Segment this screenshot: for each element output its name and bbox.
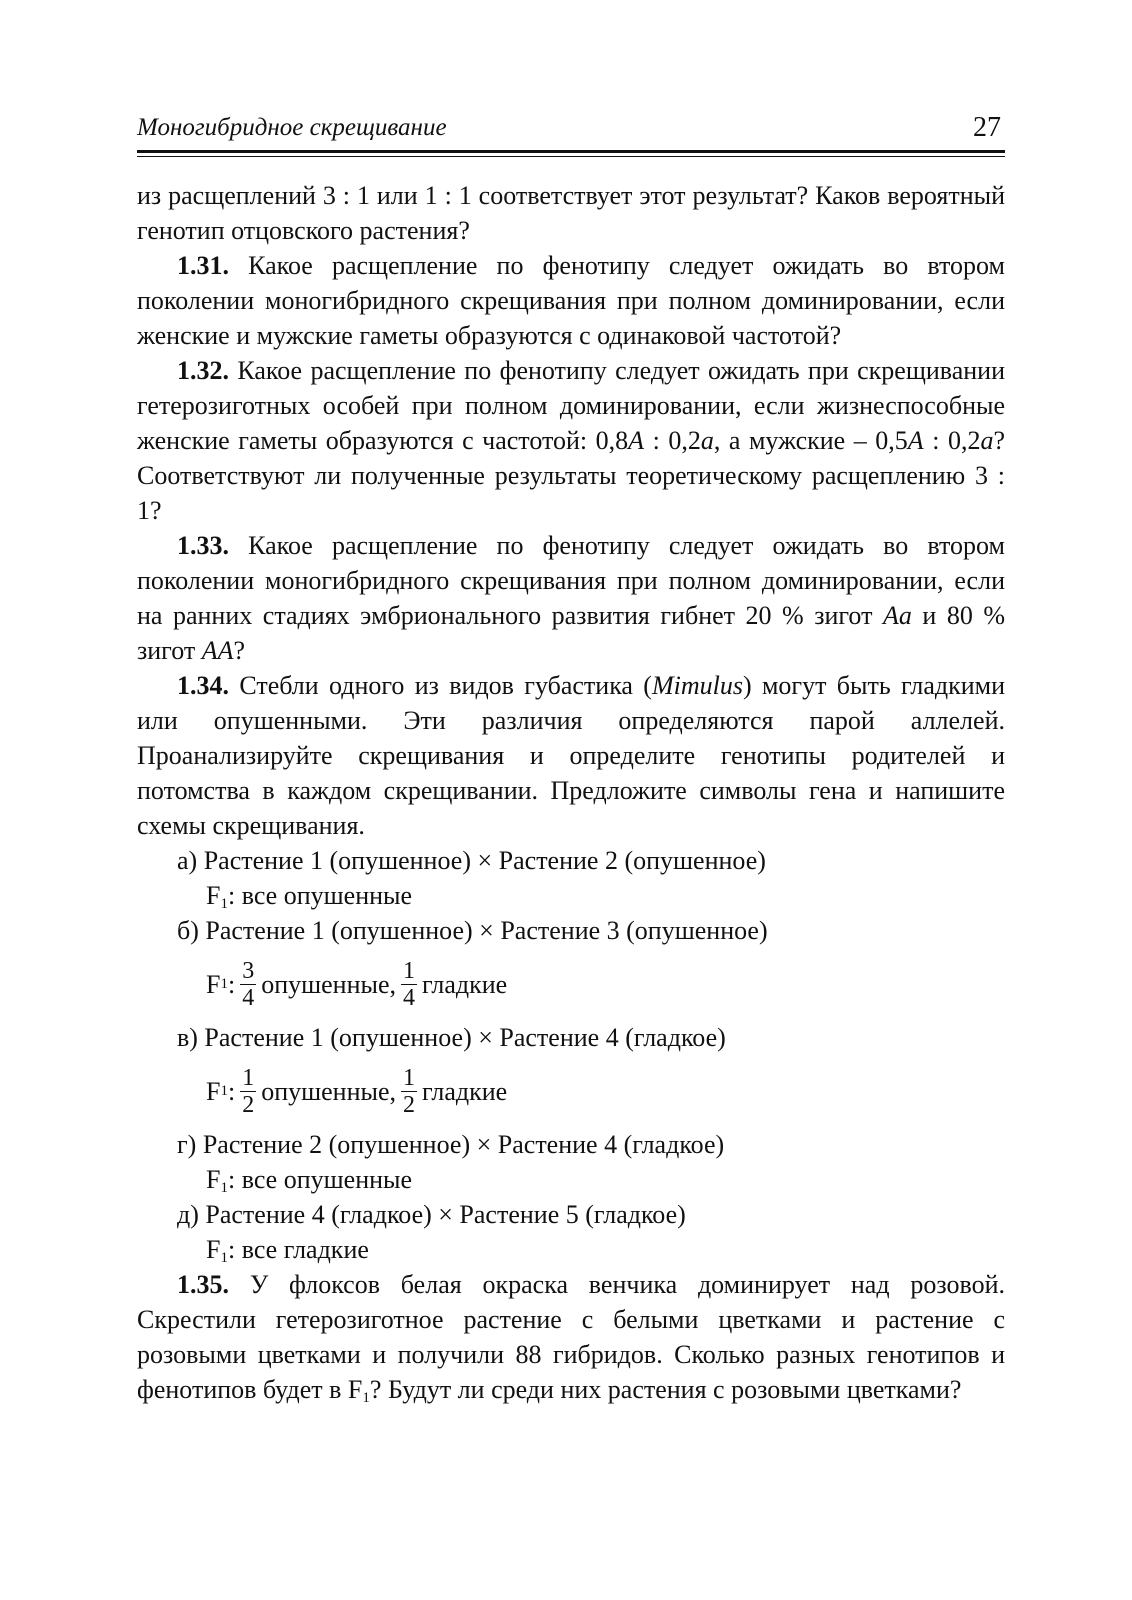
- generation-subscript: 1: [362, 1390, 370, 1406]
- fraction-numerator: 1: [403, 1064, 416, 1091]
- fraction-numerator: 1: [403, 957, 416, 984]
- generation-symbol: F: [206, 1235, 221, 1264]
- result-text: гладкие: [422, 969, 508, 999]
- page-number: 27: [973, 112, 1001, 143]
- ratio-separator: : 0,2: [923, 426, 981, 455]
- result-v: F 1 : $\frac{1}{2}$ опушенные, $\frac{1}{2}$ гладкие: [206, 1064, 508, 1118]
- result-b: F 1 : $\frac{3}{4}$ опушенные, $\frac{1}{4}$ гладкие: [206, 957, 508, 1011]
- fraction-denominator: 2: [403, 1091, 416, 1118]
- generation-symbol: F: [206, 1076, 221, 1106]
- problem-text: Какое расщепление по фенотипу следует ожидать при скрещивании гетерозиготных особей при полном доминировании, если жизнеспособные женские гаметы образуются с частотой: 0,8: [137, 356, 1006, 455]
- paragraph-continuation: из расщеплений 3 : 1 или 1 : 1 соответствует этот результат? Каков вероятный генотип отцовского растения?: [137, 181, 1005, 245]
- problem-text: Стебли одного из видов губастика (: [239, 671, 652, 700]
- problem-text: Какое расщепление по фенотипу следует ожидать во втором поколении моногибридного скрещивания при полном доминировании, если на ранних стадиях эмбрионального развития гибнет 20 % зигот: [137, 531, 1006, 630]
- problem-text: , а мужские – 0,5: [713, 426, 908, 455]
- generation-symbol: F: [206, 969, 221, 999]
- problem-text: ) могут быть гладкими или опушенными. Эти различия определяются парой аллелей. Проанализируйте скрещивания и определите генотипы родителей и потомства в каждом скрещивании. Предложите символы гена и напишите схемы скрещивания.: [137, 671, 1005, 840]
- result-text: все гладкие: [241, 1235, 369, 1264]
- genotype-symbol: Aa: [882, 601, 912, 630]
- problem-1-32: [137, 353, 1005, 528]
- latin-name: Mimulus: [651, 671, 743, 700]
- ratio-separator: : 0,2: [644, 426, 701, 455]
- fraction: [401, 1065, 417, 1118]
- allele-symbol: a: [980, 426, 994, 455]
- header-rule-thin: [137, 156, 1005, 157]
- fraction: [240, 1065, 256, 1118]
- fraction-denominator: 4: [242, 984, 255, 1011]
- problem-1-34: [137, 668, 1005, 843]
- generation-subscript: 1: [220, 1250, 228, 1266]
- fraction-denominator: 4: [403, 984, 416, 1011]
- fraction-numerator: 1: [242, 1064, 255, 1091]
- generation-subscript: 1: [220, 896, 228, 912]
- genotype-symbol: AA: [201, 636, 234, 665]
- page-header: [137, 112, 1005, 150]
- result-text: все опушенные: [241, 881, 413, 910]
- problem-1-31: [137, 248, 1005, 353]
- fraction: [401, 958, 417, 1011]
- allele-symbol: A: [907, 426, 924, 455]
- problem-text: ? Соответствуют ли полученные результаты теоретическому расщеплению 3 : 1?: [137, 426, 1005, 525]
- problem-text: ? Будут ли среди них растения с розовыми цветками?: [369, 1375, 962, 1404]
- problem-1-33: [137, 528, 1005, 668]
- allele-symbol: a: [700, 426, 714, 455]
- cross-v: в) Растение 1 (опушенное) × Растение 4 (гладкое): [177, 1023, 726, 1052]
- problem-1-35: [137, 1267, 1005, 1407]
- result-text: все опушенные: [241, 1165, 413, 1194]
- result-text: опушенные,: [261, 1076, 397, 1106]
- result-a: $F_1$: все опушенные: [206, 881, 413, 912]
- problem-text: Какое расщепление по фенотипу следует ожидать во втором поколении моногибридного скрещивания при полном доминировании, если женские и мужские гаметы образуются с одинаковой частотой?: [137, 251, 1006, 350]
- cross-d: д) Растение 4 (гладкое) × Растение 5 (гладкое): [177, 1200, 686, 1229]
- generation-subscript: 1: [220, 1180, 228, 1196]
- problem-number: 1.33.: [177, 531, 229, 560]
- generation-symbol: F: [206, 881, 221, 910]
- result-g: $F_1$: все опушенные: [206, 1165, 413, 1196]
- cross-b: б) Растение 1 (опушенное) × Растение 3 (опушенное): [177, 916, 768, 945]
- cross-g: г) Растение 2 (опушенное) × Растение 4 (гладкое): [177, 1130, 725, 1159]
- running-head: Моногибридное скрещивание: [137, 114, 447, 141]
- result-text: гладкие: [422, 1076, 508, 1106]
- page-body: [137, 178, 1005, 1407]
- question-mark: ?: [233, 636, 246, 665]
- problem-number: 1.35.: [177, 1270, 229, 1299]
- cross-a: а) Растение 1 (опушенное) × Растение 2 (опушенное): [177, 846, 766, 875]
- header-rule-thick: [137, 150, 1005, 153]
- fraction-denominator: 2: [242, 1091, 255, 1118]
- problem-number: 1.32.: [177, 356, 229, 385]
- fraction-numerator: 3: [242, 957, 255, 984]
- result-text: опушенные,: [261, 969, 397, 999]
- result-d: $F_1$: все гладкие: [206, 1235, 369, 1266]
- generation-symbol: F: [206, 1165, 221, 1194]
- problem-text: и 80 % зигот: [137, 601, 1006, 665]
- problem-number: 1.34.: [177, 671, 229, 700]
- allele-symbol: A: [628, 426, 645, 455]
- fraction: [240, 958, 256, 1011]
- problem-text: У флоксов белая окраска венчика доминирует над розовой. Скрестили гетерозиготное растение с белыми цветками и растение с розовыми цветками и получили 88 гибридов. Сколько разных генотипов и фенотипов будет в F: [137, 1270, 1006, 1404]
- problem-number: 1.31.: [177, 251, 229, 280]
